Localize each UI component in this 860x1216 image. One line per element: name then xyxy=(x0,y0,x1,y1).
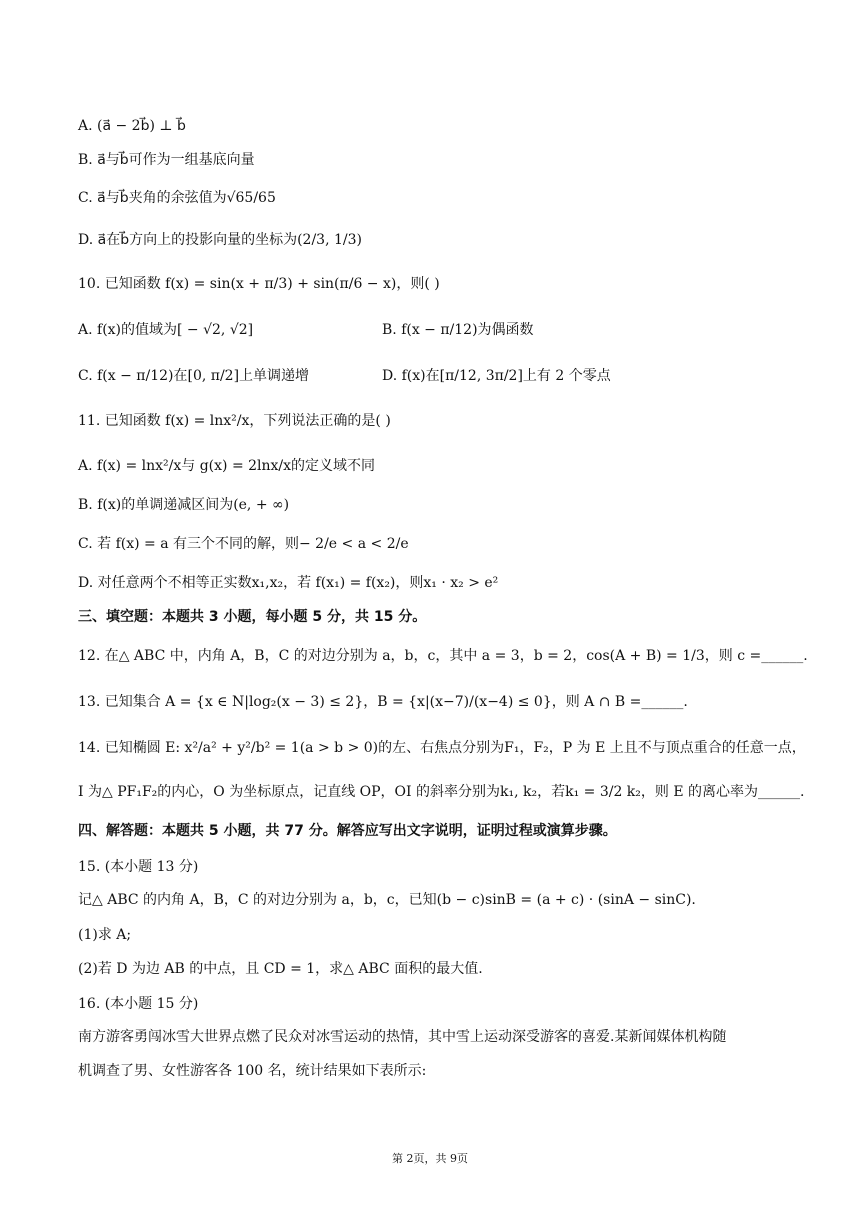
text-line: 记△ ABC 的内角 A，B，C 的对边分别为 a，b，c，已知(b − c)sinB = (a + c) · (sinA − sinC). xyxy=(78,892,696,908)
text-line: (1)求 A; xyxy=(78,927,132,943)
text-line: 南方游客勇闯冰雪大世界点燃了民众对冰雪运动的热情，其中雪上运动深受游客的喜爱.某新闻媒体机构随 xyxy=(78,1029,727,1045)
text-line: C. 若 f(x) = a 有三个不同的解，则− 2/e < a < 2/e xyxy=(78,536,409,552)
text-line: D. 对任意两个不相等正实数x₁,x₂，若 f(x₁) = f(x₂)，则x₁ · x₂ > e² xyxy=(78,575,499,591)
text-line: D. a⃗在b⃗方向上的投影向量的坐标为(2/3, 1/3) xyxy=(78,232,362,248)
text-line: D. f(x)在[π/12, 3π/2]上有 2 个零点 xyxy=(382,368,611,384)
text-line: 10. 已知函数 f(x) = sin(x + π/3) + sin(π/6 − x)，则( ) xyxy=(78,276,440,292)
text-line: B. f(x)的单调递减区间为(e, + ∞) xyxy=(78,497,290,513)
text-line: 13. 已知集合 A = {x ∈ N|log₂(x − 3) ≤ 2}，B = {x|(x−7)/(x−4) ≤ 0}，则 A ∩ B =______. xyxy=(78,694,688,710)
text-line: C. a⃗与b⃗夹角的余弦值为√65/65 xyxy=(78,190,276,206)
section-heading: 四、解答题：本题共 5 小题，共 77 分。解答应写出文字说明，证明过程或演算步骤。 xyxy=(78,823,617,839)
text-line: A. f(x)的值域为[ − √2, √2] xyxy=(78,322,254,338)
text-line: B. a⃗与b⃗可作为一组基底向量 xyxy=(78,152,255,168)
text-line: A. f(x) = lnx²/x与 g(x) = 2lnx/x的定义域不同 xyxy=(78,458,376,474)
text-line: 11. 已知函数 f(x) = lnx²/x，下列说法正确的是( ) xyxy=(78,413,391,429)
text-line: A. (a⃗ − 2b⃗) ⊥ b⃗ xyxy=(78,118,186,134)
text-line: B. f(x − π/12)为偶函数 xyxy=(382,322,534,338)
text-line: 12. 在△ ABC 中，内角 A，B，C 的对边分别为 a，b，c，其中 a = 3，b = 2，cos(A + B) = 1/3，则 c =______. xyxy=(78,648,808,664)
text-line: C. f(x − π/12)在[0, π/2]上单调递增 xyxy=(78,368,310,384)
section-heading: 三、填空题：本题共 3 小题，每小题 5 分，共 15 分。 xyxy=(78,609,427,625)
text-line: 16. (本小题 15 分) xyxy=(78,996,199,1012)
page-footer: 第 2页，共 9页 xyxy=(392,1152,468,1165)
text-line: 15. (本小题 13 分) xyxy=(78,859,199,875)
text-line: 机调查了男、女性游客各 100 名，统计结果如下表所示: xyxy=(78,1063,427,1079)
text-line: 14. 已知椭圆 E: x²/a² + y²/b² = 1(a > b > 0)的左、右焦点分别为F₁，F₂，P 为 E 上且不与顶点重合的任意一点， xyxy=(78,740,806,756)
text-line: I 为△ PF₁F₂的内心，O 为坐标原点，记直线 OP，OI 的斜率分别为k₁, k₂，若k₁ = 3/2 k₂，则 E 的离心率为______. xyxy=(78,784,805,800)
text-line: (2)若 D 为边 AB 的中点，且 CD = 1，求△ ABC 面积的最大值. xyxy=(78,961,483,977)
